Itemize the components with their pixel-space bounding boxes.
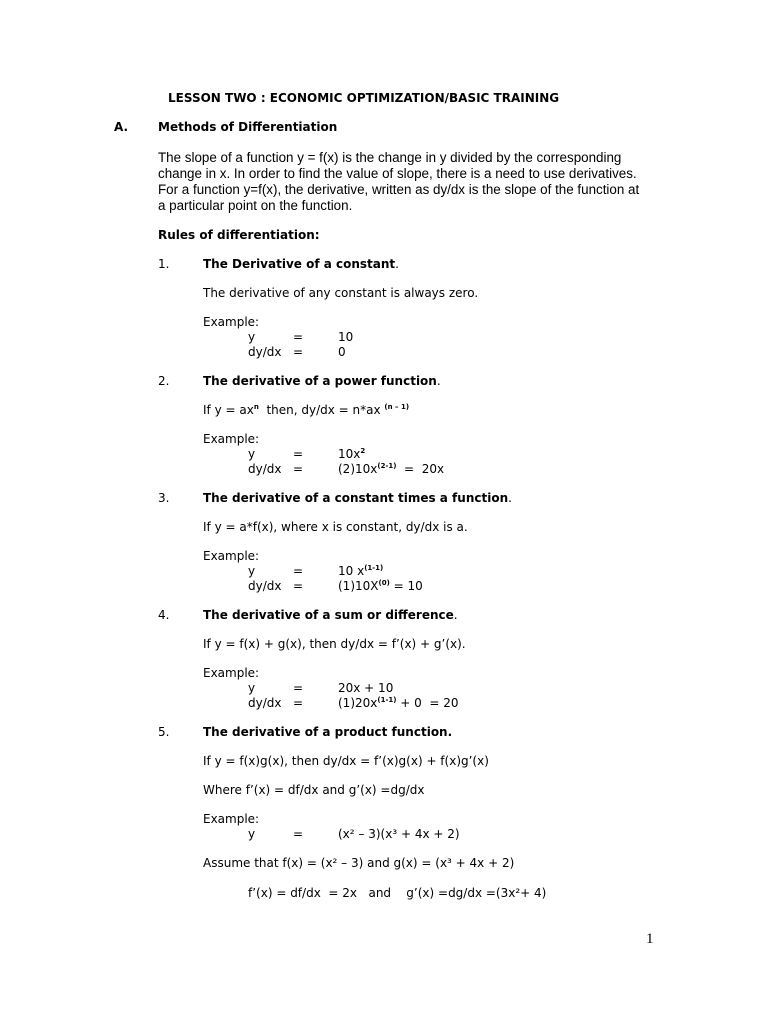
rule-1-ex1-rhs: 10 — [338, 330, 354, 344]
rule-1-ex1-eq: = — [293, 330, 304, 344]
rule-5-derivatives: f’(x) = df/dx = 2x and g’(x) =dg/dx =(3x²+ 4) — [248, 886, 547, 900]
rule-2-ex1-sup: 2 — [360, 447, 366, 455]
rule-5-text: If y = f(x)g(x), then dy/dx = f’(x)g(x) + f(x)g’(x) — [203, 754, 489, 768]
rule-4-ex2-rhs-a: (1)20x — [338, 696, 378, 710]
rule-3-dot: . — [508, 491, 512, 505]
rule-3-text: If y = a*f(x), where x is constant, dy/dx is a. — [203, 520, 468, 534]
rule-2-number: 2. — [158, 374, 170, 388]
rule-3-number: 3. — [158, 491, 170, 505]
rule-1-ex2-rhs: 0 — [338, 345, 346, 359]
rule-3-ex1-eq: = — [293, 564, 304, 578]
rule-1-dot: . — [395, 257, 399, 271]
rule-3-ex2-rhs-b: = 10 — [389, 579, 423, 593]
rule-4-ex1-rhs: 20x + 10 — [338, 681, 394, 695]
rule-4-dot: . — [453, 608, 458, 622]
rule-4-heading — [203, 608, 458, 622]
rule-5-where: Where f’(x) = df/dx and g’(x) =dg/dx — [203, 783, 425, 797]
rule-3-ex2-rhs — [338, 579, 423, 593]
rule-4-ex1-lhs: y — [248, 681, 256, 695]
intro-line-4: a particular point on the function. — [158, 198, 353, 213]
rule-1-ex2-eq: = — [293, 345, 304, 359]
rule-2-ex1-rhs — [338, 447, 365, 461]
rule-3-title: The derivative of a constant times a function — [203, 491, 509, 505]
rule-2-ex2-sup: (2-1) — [377, 462, 397, 470]
rule-2-ex2-lhs: dy/dx — [248, 462, 282, 476]
page-title: LESSON TWO : ECONOMIC OPTIMIZATION/BASIC TRAINING — [168, 91, 560, 105]
rule-4-ex2-lhs: dy/dx — [248, 696, 282, 710]
rule-4-ex2-rhs-b: + 0 = 20 — [396, 696, 459, 710]
section-heading: Methods of Differentiation — [158, 120, 338, 134]
rule-2-text-a: If y = ax — [203, 403, 254, 417]
rules-heading: Rules of differentiation: — [158, 228, 320, 242]
rule-4-example-label: Example: — [203, 666, 260, 680]
rule-3-ex1-sup: (1-1) — [364, 564, 384, 572]
rule-1-heading — [203, 257, 399, 271]
rule-4-text: If y = f(x) + g(x), then dy/dx = f’(x) + g’(x). — [203, 637, 466, 651]
rule-2-text — [203, 403, 409, 417]
rule-4-ex2-sup: (1-1) — [377, 696, 397, 704]
rule-5-ex1-rhs: (x² – 3)(x³ + 4x + 2) — [338, 827, 460, 841]
intro-line-2: change in x. In order to find the value of slope, there is a need to use derivatives. — [158, 166, 637, 181]
rule-1-number: 1. — [158, 257, 170, 271]
rule-2-example-label: Example: — [203, 432, 260, 446]
rule-1-text: The derivative of any constant is always zero. — [203, 286, 479, 300]
rule-4-title: The derivative of a sum or difference — [203, 608, 454, 622]
rule-4-ex2-rhs — [338, 696, 459, 710]
rule-1-example-label: Example: — [203, 315, 260, 329]
rule-3-heading — [203, 491, 512, 505]
page-number: 1 — [646, 931, 654, 947]
rule-4-ex1-eq: = — [293, 681, 304, 695]
rule-1-ex1-lhs: y — [248, 330, 256, 344]
intro-line-1: The slope of a function y = f(x) is the change in y divided by the corresponding — [158, 150, 622, 165]
rule-1-ex2-lhs: dy/dx — [248, 345, 282, 359]
rule-2-heading — [203, 374, 441, 388]
rule-3-ex1-lhs: y — [248, 564, 256, 578]
rule-2-ex2-rhs-a: (2)10x — [338, 462, 378, 476]
rule-3-ex2-sup: (0) — [378, 579, 390, 587]
rule-2-dot: . — [436, 374, 441, 388]
rule-5-ex1-eq: = — [293, 827, 304, 841]
rule-2-ex2-rhs-b: = 20x — [396, 462, 445, 476]
rule-3-ex1-rhs — [338, 564, 383, 578]
rule-3-example-label: Example: — [203, 549, 260, 563]
rule-2-ex2-eq: = — [293, 462, 304, 476]
section-letter: A. — [114, 120, 129, 134]
rule-2-ex2-rhs — [338, 462, 444, 476]
rule-2-title: The derivative of a power function — [203, 374, 437, 388]
rule-3-ex2-rhs-a: (1)10X — [338, 579, 379, 593]
rule-3-ex2-lhs: dy/dx — [248, 579, 282, 593]
rule-3-ex2-eq: = — [293, 579, 304, 593]
rule-2-text-b: then, dy/dx = n*ax — [258, 403, 385, 417]
rule-4-number: 4. — [158, 608, 170, 622]
rule-2-text-sup2: (n – 1) — [384, 403, 410, 411]
rule-5-number: 5. — [158, 725, 170, 739]
rule-1-title: The Derivative of a constant — [203, 257, 396, 271]
rule-5-assume: Assume that f(x) = (x² – 3) and g(x) = (x³ + 4x + 2) — [203, 856, 515, 870]
rule-4-ex2-eq: = — [293, 696, 304, 710]
rule-2-text-sup1: n — [253, 403, 259, 411]
rule-2-ex1-rhs-base: 10x — [338, 447, 361, 461]
rule-5-ex1-lhs: y — [248, 827, 256, 841]
rule-3-ex1-rhs-base: 10 x — [338, 564, 365, 578]
rule-2-ex1-lhs: y — [248, 447, 256, 461]
rule-2-ex1-eq: = — [293, 447, 304, 461]
intro-line-3: For a function y=f(x), the derivative, written as dy/dx is the slope of the function at — [158, 182, 640, 197]
rule-5-example-label: Example: — [203, 812, 260, 826]
rule-5-title: The derivative of a product function. — [203, 725, 453, 739]
